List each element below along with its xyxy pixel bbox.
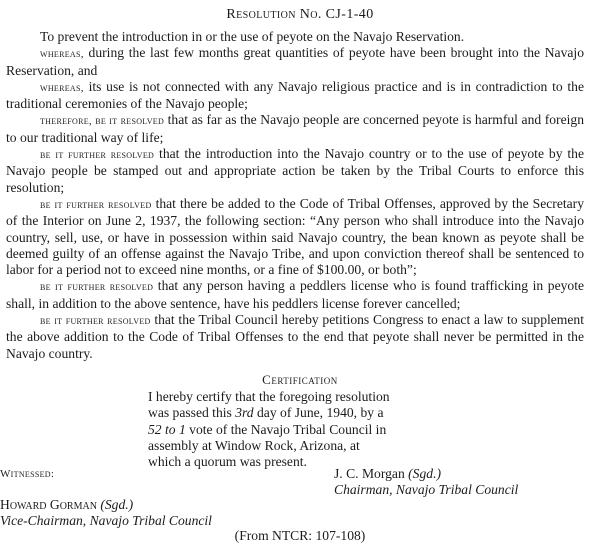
certification-line-5: which a quorum was present. [148, 454, 307, 470]
intro-paragraph [6, 29, 584, 45]
resolved-text-2: that the introduction into the Navajo country or to the use of peyote by the Navajo people be stamped out and appropriate action be taken by the Tribal Courts to enforce this resolution; [6, 146, 584, 195]
certification-line-3 [148, 422, 452, 438]
whereas-paragraph-2 [6, 79, 584, 113]
vice-sgd: (Sgd.) [100, 497, 134, 512]
vice-chairman-signature [0, 497, 212, 530]
resolved-lead-3: be it further resolved [40, 198, 152, 211]
intro-text: To prevent the introduction in or the use of peyote on the Navajo Reservation. [40, 29, 465, 44]
resolved-paragraph-5 [6, 312, 584, 362]
whereas-lead-1: whereas, [40, 48, 84, 61]
resolved-text-3: that there be added to the Code of Tribal Offenses, approved by the Secretary of the Interior on June 2, 1937, the following section: “Any person who shall introduce into the Navajo country, sell, use, or have in possession within said Navajo country, the bean known as peyote shall be deemed guilty of an offense against the Navajo Tribe, and upon conviction thereof shall be sentenced to labor for a period not to exceed nine months, or a fine of $100.00, or both”; [6, 195, 585, 278]
chairman-signature [334, 466, 518, 499]
resolved-lead-2: be it further resolved [40, 149, 155, 162]
resolved-paragraph-4 [6, 278, 584, 312]
certification-date: 3rd [235, 405, 254, 421]
certification-heading: Certification [262, 372, 338, 387]
resolution-body [6, 29, 584, 362]
chairman-name: J. C. Morgan [334, 466, 405, 481]
resolved-lead-5: be it further resolved [40, 315, 151, 328]
vice-name: Howard Gorman [0, 497, 97, 512]
source-citation: (From NTCR: 107-108) [234, 528, 366, 543]
certification-line-2-end: day of June, 1940, by a [253, 405, 384, 421]
resolution-title: Resolution No. CJ-1-40 [226, 7, 374, 22]
witnessed-label: Witnessed: [0, 468, 55, 480]
certification-line-4: assembly at Window Rock, Arizona, at [148, 437, 360, 453]
vice-name-line [0, 497, 212, 513]
resolved-paragraph-2 [6, 146, 584, 196]
certification-line-2 [148, 405, 452, 421]
resolved-text-1: that as far as the Navajo people are concerned peyote is harmful and foreign to our traditional way of life; [6, 112, 584, 145]
resolved-paragraph-1 [6, 112, 584, 146]
whereas-text-2: its use is not connected with any Navajo religious practice and is in contradiction to the traditional ceremonies of the Navajo people; [6, 78, 584, 112]
chairman-role: Chairman, Navajo Tribal Council [334, 482, 519, 498]
resolved-text-4: that any person having a peddlers license who is found trafficking in peyote shall, in addition to the above sentence, have his peddlers license forever cancelled; [6, 278, 585, 311]
resolved-paragraph-3 [6, 196, 584, 278]
whereas-text-1: during the last few months great quantities of peyote have been brought into the Navajo Reservation, and [6, 45, 584, 78]
resolved-text-5: that the Tribal Council hereby petitions Congress to enact a law to supplement the above addition to the Code of Tribal Offenses to the end that peyote shall never be permitted in the Navajo country. [6, 312, 584, 361]
chairman-sgd: (Sgd.) [408, 466, 441, 481]
resolved-lead-1: therefore, be it resolved [40, 115, 165, 128]
whereas-paragraph-1 [6, 45, 584, 79]
certification-vote: 52 to 1 [148, 421, 186, 437]
certification-line-2-start: was passed this [148, 405, 236, 421]
certification-text [148, 389, 452, 470]
certification-line-3-end: vote of the Navajo Tribal Council in [185, 421, 387, 437]
resolved-lead-4: be it further resolved [40, 281, 154, 294]
chairman-name-line [334, 466, 518, 482]
whereas-lead-2: whereas, [40, 81, 84, 94]
certification-line-1: I hereby certify that the foregoing resolution [148, 389, 390, 404]
vice-role: Vice-Chairman, Navajo Tribal Council [0, 513, 212, 529]
